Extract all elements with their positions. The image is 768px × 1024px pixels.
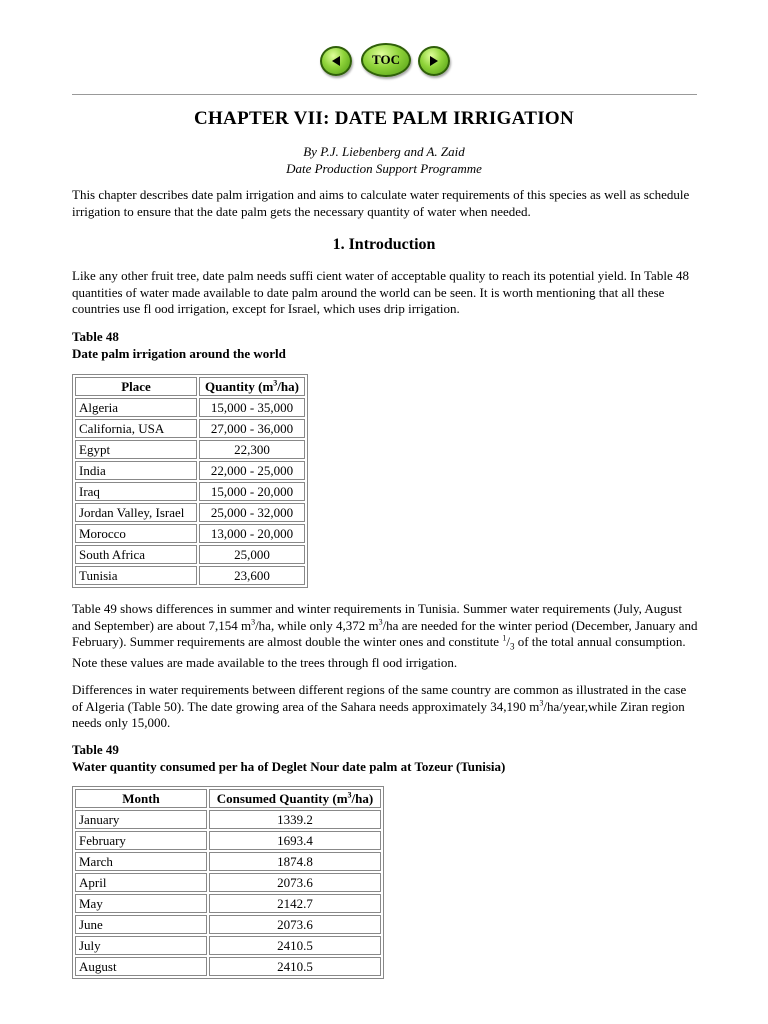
table-cell-qty: 1693.4 (209, 831, 381, 850)
nav-bar (0, 42, 768, 78)
table-row (75, 419, 305, 438)
byline-authors: By P.J. Liebenberg and A. Zaid (303, 144, 465, 159)
table-row (75, 503, 305, 522)
prev-page-button[interactable] (320, 46, 352, 76)
table-cell-month: May (75, 894, 207, 913)
col-header-consumed-quantity: Consumed Quantity $(m^3/ha)$ (209, 789, 381, 808)
table-cell-qty: 25,000 (199, 545, 305, 564)
table-cell-month: February (75, 831, 207, 850)
byline (0, 143, 768, 177)
table-cell-place: Iraq (75, 482, 197, 501)
table-cell-qty: 2410.5 (209, 936, 381, 955)
table-cell-place: India (75, 461, 197, 480)
table-cell-qty: 2073.6 (209, 915, 381, 934)
table-cell-qty: 23,600 (199, 566, 305, 585)
table-cell-qty: 13,000 - 20,000 (199, 524, 305, 543)
table-row (75, 545, 305, 564)
toc-label: TOC (372, 52, 400, 67)
table-cell-place: South Africa (75, 545, 197, 564)
col-header-month: Month (75, 789, 207, 808)
col-header-quantity: Quantity $(m^3/ha)$ (199, 377, 305, 396)
table-cell-qty: 15,000 - 20,000 (199, 482, 305, 501)
regions-paragraph: Differences in water requirements between different regions of the same country are common as illustrated in the case of Algeria (Table 50). The date growing area of the Sahara needs approximately 34,190 $m^3/ha/year,while$ Ziran region needs only 15,000. (72, 682, 687, 730)
table-row (75, 440, 305, 459)
intro-paragraph: This chapter describes date palm irrigation and aims to calculate water requirements of this species as well as schedule irrigation to ensure that the date palm gets the necessary quantity of water when needed. (72, 187, 690, 219)
table-cell-month: July (75, 936, 207, 955)
col-header-place: Place (75, 377, 197, 396)
table48-label: Table 48 (72, 329, 119, 344)
table-cell-month: April (75, 873, 207, 892)
table-header-row (75, 377, 305, 396)
table-cell-place: Egypt (75, 440, 197, 459)
table-row (75, 566, 305, 585)
page-title: CHAPTER VII: DATE PALM IRRIGATION (193, 108, 575, 129)
table-row (75, 810, 381, 829)
table-cell-place: Tunisia (75, 566, 197, 585)
table-cell-qty: 2142.7 (209, 894, 381, 913)
table49-caption (72, 741, 505, 775)
table49 (72, 786, 384, 979)
table-row (75, 873, 381, 892)
section-heading: 1. Introduction (332, 236, 436, 253)
table-cell-place: California, USA (75, 419, 197, 438)
table-row (75, 894, 381, 913)
table-row (75, 915, 381, 934)
table-cell-qty: 22,300 (199, 440, 305, 459)
table-row (75, 831, 381, 850)
table48 (72, 374, 308, 588)
table48-title: Date palm irrigation around the world (72, 346, 286, 361)
table-row (75, 852, 381, 871)
arrow-left-icon (330, 55, 342, 67)
table-cell-qty: 25,000 - 32,000 (199, 503, 305, 522)
table-cell-qty: 2410.5 (209, 957, 381, 976)
table-cell-qty: 1874.8 (209, 852, 381, 871)
table-row (75, 957, 381, 976)
table-row (75, 461, 305, 480)
table49-title: Water quantity consumed per ha of Deglet Nour date palm at Tozeur (Tunisia) (72, 759, 506, 774)
table-header-row (75, 789, 381, 808)
table-cell-qty: 27,000 - 36,000 (199, 419, 305, 438)
arrow-right-icon (428, 55, 440, 67)
table-cell-qty: 1339.2 (209, 810, 381, 829)
table49-label: Table 49 (72, 742, 119, 757)
table-cell-month: August (75, 957, 207, 976)
table-cell-month: January (75, 810, 207, 829)
table-cell-qty: 22,000 - 25,000 (199, 461, 305, 480)
next-page-button[interactable] (418, 46, 450, 76)
table-cell-place: Algeria (75, 398, 197, 417)
table-cell-qty: 15,000 - 35,000 (199, 398, 305, 417)
table-row (75, 524, 305, 543)
table-row (75, 398, 305, 417)
table-cell-place: Jordan Valley, Israel (75, 503, 197, 522)
table48-caption (72, 328, 286, 362)
intro-section-paragraph: Like any other fruit tree, date palm needs suffi cient water of acceptable quality to reach its potential yield. In Table 48 quantities of water made available to date palm around the world can be seen. It is worth mentioning that all these countries use fl ood irrigation, except for Israel, which uses drip irrigation. (72, 268, 689, 316)
byline-programme: Date Production Support Programme (286, 161, 482, 176)
toc-button[interactable] (361, 43, 411, 77)
table-cell-place: Morocco (75, 524, 197, 543)
divider (72, 94, 697, 95)
table-row (75, 936, 381, 955)
table-row (75, 482, 305, 501)
table49-description-paragraph: Table 49 shows differences in summer and winter requirements in Tunisia. Summer water requirements (July, August and September) are about 7,154 $m^3/ha$, while only 4,372 $m^3/ha$ are needed for the winter period (December, January and February). Summer requirements are almost double the winter ones and constitute $^1/_3$ of the total annual consumption. Note these values are made available to the trees through fl ood irrigation. (72, 601, 698, 671)
table-cell-month: March (75, 852, 207, 871)
table-cell-qty: 2073.6 (209, 873, 381, 892)
table-cell-month: June (75, 915, 207, 934)
